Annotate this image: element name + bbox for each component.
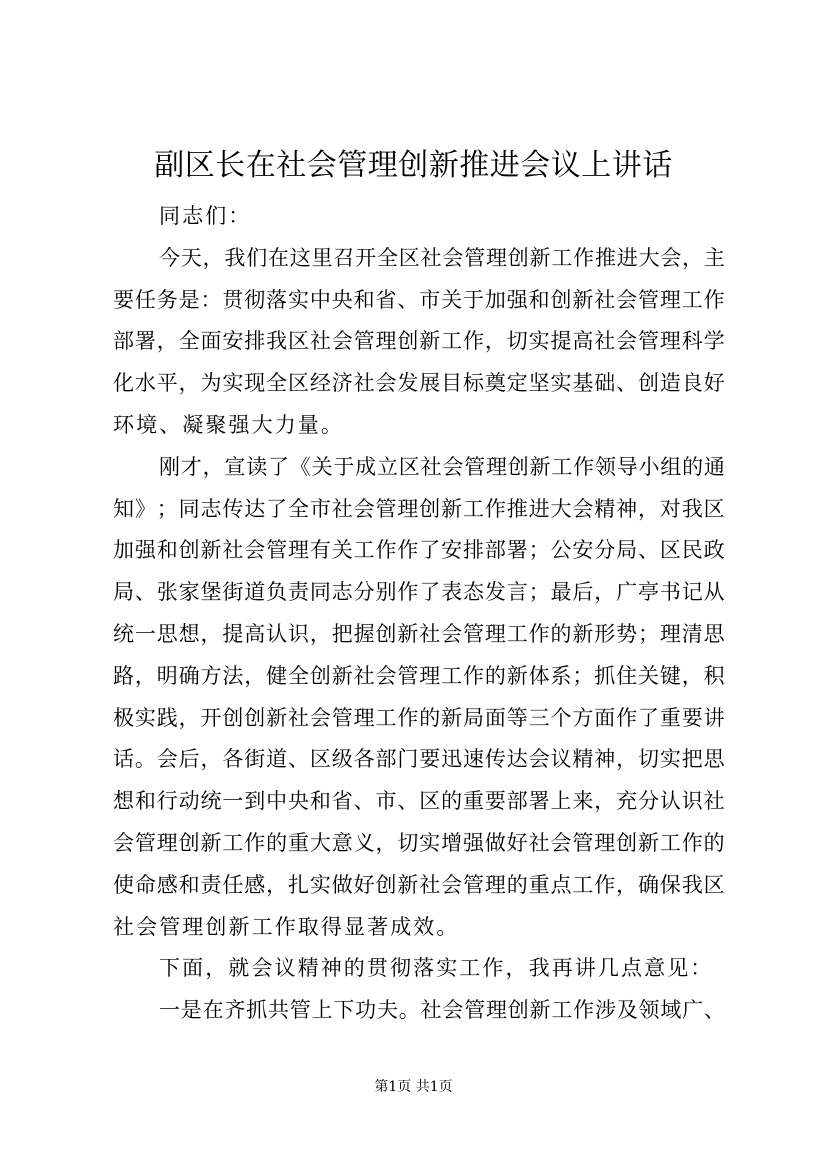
text-line: 要 任 务 是 ： 贯 彻 落 实 中 央 和 省 、 市 关 于 加 强 和 创 新 社 会 管 理 工 作: [113, 287, 725, 312]
text-line: 社会管理创新工作取得显著成效。: [113, 914, 460, 939]
text-line: 下面，就会议精神的贯彻落实工作，我再讲几点意见：: [159, 956, 714, 981]
text-line: 刚 才 ， 宣 读 了 《 关 于 成 立 区 社 会 管 理 创 新 工 作 领 导 小 组 的 通: [159, 454, 725, 479]
page-footer: 第1页 共1页: [374, 1079, 453, 1095]
document-body: [113, 196, 725, 1032]
text-line: 使 命 感 和 责 任 感 ， 扎 实 做 好 创 新 社 会 管 理 的 重 点 工 作 ， 确 保 我 区: [113, 872, 725, 897]
text-line: 知 》 ； 同 志 传 达 了 全 市 社 会 管 理 创 新 工 作 推 进 大 会 精 神 ， 对 我 区: [113, 496, 725, 521]
document-title: 副区长在社会管理创新推进会议上讲话: [154, 148, 673, 183]
text-line: 想 和 行 动 统 一 到 中 央 和 省 、 市 、 区 的 重 要 部 署 上 来 ， 充 分 认 识 社: [113, 789, 725, 814]
text-line: 会 管 理 创 新 工 作 的 重 大 意 义 ， 切 实 增 强 做 好 社 会 管 理 创 新 工 作 的: [113, 830, 725, 855]
text-line: 极 实 践 ， 开 创 创 新 社 会 管 理 工 作 的 新 局 面 等 三 个 方 面 作 了 重 要 讲: [113, 705, 725, 730]
text-line: 一 是 在 齐 抓 共 管 上 下 功 夫 。 社 会 管 理 创 新 工 作 涉 及 领 域 广 、: [159, 998, 725, 1023]
text-line: 环境、凝聚强大力量。: [113, 412, 344, 437]
text-line: 部 署 ， 全 面 安 排 我 区 社 会 管 理 创 新 工 作 ， 切 实 提 高 社 会 管 理 科 学: [113, 329, 725, 354]
text-line: 今 天 ， 我 们 在 这 里 召 开 全 区 社 会 管 理 创 新 工 作 推 进 大 会 ， 主: [159, 245, 725, 270]
text-line: 同志们：: [159, 204, 252, 228]
text-line: 局 、 张 家 堡 街 道 负 责 同 志 分 别 作 了 表 态 发 言 ； 最 后 ， 广 亭 书 记 从: [113, 580, 725, 605]
text-line: 话 。 会 后 ， 各 街 道 、 区 级 各 部 门 要 迅 速 传 达 会 议 精 神 ， 切 实 把 思: [113, 747, 725, 772]
text-line: 统 一 思 想 ， 提 高 认 识 ， 把 握 创 新 社 会 管 理 工 作 的 新 形 势 ； 理 清 思: [113, 621, 725, 646]
text-line: 加 强 和 创 新 社 会 管 理 有 关 工 作 作 了 安 排 部 署 ； 公 安 分 局 、 区 民 政: [113, 538, 725, 563]
text-line: 路 ， 明 确 方 法 ， 健 全 创 新 社 会 管 理 工 作 的 新 体 系 ； 抓 住 关 键 ， 积: [113, 663, 725, 688]
text-line: 化 水 平 ， 为 实 现 全 区 经 济 社 会 发 展 目 标 奠 定 坚 实 基 础 、 创 造 良 好: [113, 371, 725, 396]
